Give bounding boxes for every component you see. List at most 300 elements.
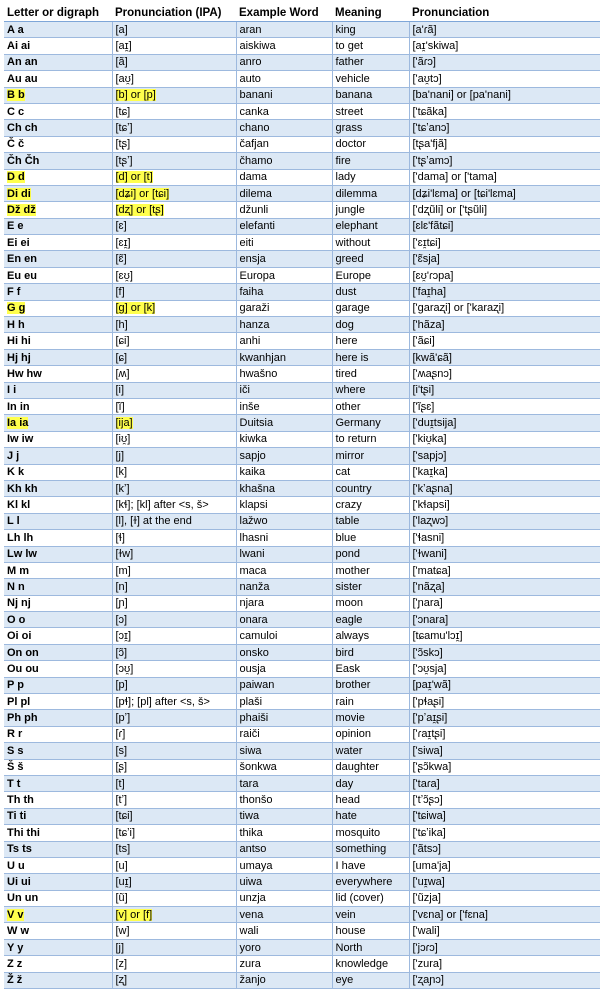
pronunciation-cell — [409, 431, 600, 447]
pronunciation-cell-text: [tʂa'fjã] — [412, 138, 448, 151]
meaning-cell-text: everywhere — [335, 876, 393, 888]
letter-cell-text: Th th — [7, 794, 34, 807]
example-word-cell-text: čafjan — [239, 138, 269, 151]
meaning-cell — [332, 169, 409, 185]
meaning-cell-text: daughter — [335, 761, 379, 774]
pronunciation-cell-text: ['faɪ̯ha] — [412, 285, 447, 298]
pronunciation-cell-text: ['kiʊ̯ka] — [412, 433, 447, 446]
example-word-cell — [236, 808, 332, 824]
pronunciation-cell-text: [paɪ̯'wã] — [412, 679, 451, 692]
example-word-cell-text: lažwo — [239, 515, 268, 528]
meaning-cell-text: table — [335, 515, 360, 528]
pronunciation-cell-text: ['ɔnara] — [412, 613, 449, 626]
example-word-cell-text: tiwa — [239, 810, 260, 823]
example-word-cell — [236, 480, 332, 496]
example-word-cell-text: Duitsia — [239, 417, 274, 430]
example-word-cell-text: thika — [239, 826, 263, 839]
example-word-cell-text: hwašno — [239, 367, 278, 380]
letter-cell — [4, 972, 112, 988]
ipa-cell-text: [ts] — [115, 843, 131, 856]
letter-cell-text: E e — [7, 220, 24, 233]
ipa-cell-text: [ʍ] — [115, 367, 130, 380]
letter-cell-text: Dž dž — [7, 203, 36, 216]
meaning-cell-text: something — [335, 843, 387, 856]
ipa-cell-text: [aʊ̯] — [115, 72, 134, 85]
ipa-cell-text: [tɕʼi] — [115, 826, 136, 839]
table-row — [4, 595, 600, 611]
pronunciation-cell-text: ['ãɾɔ] — [412, 56, 436, 69]
table-row — [4, 907, 600, 923]
ipa-cell-text: [tʼ] — [115, 794, 128, 807]
meaning-cell-text: other — [335, 400, 361, 413]
meaning-cell-text: where — [335, 384, 366, 397]
pronunciation-cell-text: ['ɫwani] — [412, 548, 447, 561]
meaning-cell — [332, 562, 409, 578]
letter-cell-text: B b — [7, 89, 25, 102]
example-word-cell — [236, 218, 332, 234]
table-row — [4, 612, 600, 628]
pronunciation-cell-text: [tɕamu'lɔɪ̯] — [412, 630, 463, 643]
table-body — [4, 22, 600, 989]
example-word-cell — [236, 431, 332, 447]
example-word-cell — [236, 923, 332, 939]
meaning-cell-text: king — [335, 23, 356, 36]
header-meaning: Meaning — [332, 4, 409, 22]
pronunciation-cell — [409, 775, 600, 791]
letter-cell-text: Oi oi — [7, 630, 32, 643]
example-word-cell-text: unzja — [239, 892, 266, 905]
table-row — [4, 497, 600, 513]
meaning-cell-text: opinion — [335, 728, 371, 741]
pronunciation-cell — [409, 694, 600, 710]
letter-cell — [4, 612, 112, 628]
example-word-cell — [236, 562, 332, 578]
meaning-cell — [332, 235, 409, 251]
example-word-cell-text: inše — [239, 400, 260, 413]
letter-cell-text: Iw iw — [7, 433, 34, 446]
letter-cell — [4, 644, 112, 660]
table-row — [4, 546, 600, 562]
ipa-cell-text: [ɛɪ̯] — [115, 236, 131, 249]
letter-cell-text: I i — [7, 384, 17, 397]
pronunciation-cell-text: [ɛʊ̯'ɾɔpa] — [412, 269, 454, 282]
ipa-cell-text: [ũ] — [115, 892, 128, 905]
ipa-cell-text: [ʐ] — [115, 974, 128, 987]
table-row — [4, 644, 600, 660]
letter-cell — [4, 579, 112, 595]
example-word-cell-text: tara — [239, 777, 259, 790]
pronunciation-cell — [409, 857, 600, 873]
table-row — [4, 825, 600, 841]
pronunciation-cell-text: ['matɕa] — [412, 564, 451, 577]
ipa-cell — [112, 349, 236, 365]
letter-cell — [4, 874, 112, 890]
ipa-cell — [112, 300, 236, 316]
ipa-cell — [112, 267, 236, 283]
table-row — [4, 103, 600, 119]
letter-cell-text: Lw lw — [7, 548, 37, 561]
meaning-cell — [332, 251, 409, 267]
letter-cell-text: U u — [7, 859, 25, 872]
table-row — [4, 562, 600, 578]
meaning-cell — [332, 808, 409, 824]
letter-cell-text: M m — [7, 564, 29, 577]
table-row — [4, 87, 600, 103]
meaning-cell-text: head — [335, 794, 360, 807]
example-word-cell-text: kaika — [239, 466, 266, 479]
letter-cell — [4, 415, 112, 431]
example-word-cell — [236, 169, 332, 185]
table-row — [4, 759, 600, 775]
letter-cell — [4, 448, 112, 464]
table-row — [4, 235, 600, 251]
table-row — [4, 251, 600, 267]
ipa-cell-text: [ɬ] — [115, 531, 125, 544]
letter-cell-text: Lh lh — [7, 531, 34, 544]
meaning-cell — [332, 38, 409, 54]
letter-cell-text: Š š — [7, 761, 24, 774]
ipa-cell-text: [s] — [115, 744, 128, 757]
meaning-cell — [332, 612, 409, 628]
meaning-cell — [332, 530, 409, 546]
pronunciation-cell — [409, 792, 600, 808]
meaning-cell-text: eye — [335, 974, 354, 987]
pronunciation-cell — [409, 480, 600, 496]
pronunciation-cell — [409, 579, 600, 595]
meaning-cell — [332, 710, 409, 726]
letter-cell-text: O o — [7, 613, 26, 626]
letter-cell — [4, 743, 112, 759]
meaning-cell — [332, 759, 409, 775]
letter-cell — [4, 956, 112, 972]
meaning-cell — [332, 54, 409, 70]
meaning-cell-text: to get — [335, 40, 364, 53]
meaning-cell-text: day — [335, 777, 354, 790]
pronunciation-cell-text: ['vɛna] or ['fɛna] — [412, 908, 488, 921]
pronunciation-cell — [409, 972, 600, 988]
meaning-cell — [332, 284, 409, 300]
pronunciation-cell — [409, 415, 600, 431]
example-word-cell — [236, 530, 332, 546]
ipa-cell-text: [k] — [115, 466, 128, 479]
meaning-cell-text: eagle — [335, 613, 363, 626]
letter-cell-text: Ch ch — [7, 122, 38, 135]
ipa-cell — [112, 513, 236, 529]
ipa-cell — [112, 103, 236, 119]
meaning-cell-text: sister — [335, 580, 362, 593]
table-row — [4, 857, 600, 873]
example-word-cell-text: umaya — [239, 859, 273, 872]
ipa-cell — [112, 71, 236, 87]
pronunciation-cell — [409, 874, 600, 890]
letter-cell-text: Kh kh — [7, 482, 38, 495]
example-word-cell — [236, 38, 332, 54]
table-row — [4, 218, 600, 234]
ipa-cell-text: [ija] — [115, 417, 133, 430]
letter-cell — [4, 366, 112, 382]
meaning-cell — [332, 874, 409, 890]
letter-cell — [4, 71, 112, 87]
meaning-cell-text: blue — [335, 531, 357, 544]
letter-cell — [4, 284, 112, 300]
meaning-cell — [332, 300, 409, 316]
ipa-cell — [112, 628, 236, 644]
example-word-cell-text: dama — [239, 171, 268, 184]
example-word-cell-text: khašna — [239, 482, 275, 495]
letter-cell — [4, 710, 112, 726]
example-word-cell — [236, 333, 332, 349]
meaning-cell — [332, 185, 409, 201]
pronunciation-cell — [409, 546, 600, 562]
meaning-cell-text: water — [335, 744, 363, 757]
ipa-cell-text: [tʂ] — [115, 138, 131, 151]
meaning-cell — [332, 972, 409, 988]
ipa-cell — [112, 497, 236, 513]
example-word-cell-text: elefanti — [239, 220, 275, 233]
letter-cell — [4, 792, 112, 808]
example-word-cell — [236, 136, 332, 152]
ipa-cell-text: [w] — [115, 925, 130, 938]
meaning-cell-text: jungle — [335, 203, 365, 216]
table-row — [4, 382, 600, 398]
meaning-cell — [332, 628, 409, 644]
letter-cell-text: Hj hj — [7, 351, 31, 364]
letter-cell — [4, 726, 112, 742]
letter-cell-text: Hi hi — [7, 335, 31, 348]
letter-cell — [4, 513, 112, 529]
meaning-cell-text: Eask — [335, 662, 360, 675]
ipa-cell-text: [ɔɪ̯] — [115, 630, 132, 643]
pronunciation-cell — [409, 841, 600, 857]
pronunciation-cell — [409, 448, 600, 464]
table-row — [4, 480, 600, 496]
letter-cell — [4, 464, 112, 480]
ipa-cell — [112, 907, 236, 923]
pronunciation-cell — [409, 825, 600, 841]
ipa-cell — [112, 857, 236, 873]
meaning-cell-text: banana — [335, 89, 373, 102]
meaning-cell — [332, 87, 409, 103]
meaning-cell-text: mosquito — [335, 826, 381, 839]
ipa-cell — [112, 382, 236, 398]
table-row — [4, 366, 600, 382]
letter-cell — [4, 759, 112, 775]
example-word-cell — [236, 841, 332, 857]
ipa-cell-text: [n] — [115, 580, 128, 593]
example-word-cell — [236, 857, 332, 873]
letter-cell-text: Un un — [7, 892, 39, 905]
meaning-cell-text: brother — [335, 679, 371, 692]
letter-cell-text: R r — [7, 728, 23, 741]
ipa-cell — [112, 579, 236, 595]
meaning-cell-text: cat — [335, 466, 351, 479]
meaning-cell-text: mother — [335, 564, 370, 577]
pronunciation-cell-text: ['ʐaɲɔ] — [412, 974, 444, 987]
table-row — [4, 448, 600, 464]
letter-cell-text: Ia ia — [7, 417, 29, 430]
ipa-cell-text: [j] — [115, 449, 125, 462]
letter-cell — [4, 808, 112, 824]
meaning-cell — [332, 956, 409, 972]
pronunciation-cell — [409, 333, 600, 349]
example-word-cell-text: paiwan — [239, 679, 275, 692]
meaning-cell-text: bird — [335, 646, 354, 659]
ipa-cell-text: [ɕ] — [115, 351, 128, 364]
ipa-cell-text: [l], [ɫ] at the end — [115, 515, 192, 528]
table-row — [4, 317, 600, 333]
pronunciation-cell — [409, 120, 600, 136]
example-word-cell-text: aran — [239, 23, 262, 36]
meaning-cell-text: dilemma — [335, 187, 378, 200]
ipa-cell — [112, 612, 236, 628]
pronunciation-cell-text: [dʑi'lɛma] or [tɕi'lɛma] — [412, 187, 516, 200]
meaning-cell — [332, 661, 409, 677]
letter-cell-text: Ui ui — [7, 876, 31, 888]
letter-cell — [4, 169, 112, 185]
example-word-cell — [236, 972, 332, 988]
table-row — [4, 136, 600, 152]
ipa-cell-text: [m] — [115, 564, 131, 577]
pronunciation-cell — [409, 202, 600, 218]
letter-cell-text: V v — [7, 908, 24, 921]
table-row — [4, 513, 600, 529]
pronunciation-cell-text: ['ɾaɪ̯tʂi] — [412, 728, 446, 741]
ipa-cell — [112, 54, 236, 70]
pronunciation-cell — [409, 907, 600, 923]
meaning-cell-text: I have — [335, 859, 366, 872]
pronunciation-cell — [409, 235, 600, 251]
table-row — [4, 792, 600, 808]
ipa-cell-text: [ɔʊ̯] — [115, 662, 134, 675]
letter-cell-text: J j — [7, 449, 20, 462]
pronunciation-cell-text: ['dama] or ['tama] — [412, 171, 497, 184]
ipa-cell — [112, 956, 236, 972]
letter-cell-text: F f — [7, 285, 21, 298]
ipa-cell-text: [h] — [115, 318, 128, 331]
table-row — [4, 267, 600, 283]
pronunciation-cell-text: ['ãtsɔ] — [412, 843, 441, 856]
meaning-cell-text: vein — [335, 908, 356, 921]
pronunciation-cell — [409, 54, 600, 70]
letter-cell — [4, 349, 112, 365]
example-word-cell-text: thonšo — [239, 794, 273, 807]
header-example-word: Example Word — [236, 4, 332, 22]
pronunciation-cell-text: ['dʐũli] or ['tʂũli] — [412, 203, 488, 216]
example-word-cell-text: uiwa — [239, 876, 263, 888]
example-word-cell-text: ousja — [239, 662, 266, 675]
ipa-cell — [112, 120, 236, 136]
ipa-cell — [112, 808, 236, 824]
pronunciation-cell — [409, 644, 600, 660]
header-pronunciation: Pronunciation — [409, 4, 600, 22]
letter-cell-text: Au au — [7, 72, 38, 85]
pronunciation-cell-text: ['pʼaɪ̯ʂi] — [412, 712, 448, 725]
table-row — [4, 284, 600, 300]
letter-cell — [4, 185, 112, 201]
pronunciation-cell-text: ['zura] — [412, 957, 443, 970]
ipa-cell — [112, 677, 236, 693]
pronunciation-cell — [409, 22, 600, 38]
ipa-cell-text: [pɬ]; [pl] after <s, š> — [115, 695, 210, 708]
pronunciation-cell-text: [i'tʂi] — [412, 384, 435, 397]
table-row — [4, 54, 600, 70]
example-word-cell — [236, 448, 332, 464]
ipa-cell — [112, 38, 236, 54]
pronunciation-cell — [409, 153, 600, 169]
ipa-cell — [112, 923, 236, 939]
meaning-cell — [332, 694, 409, 710]
meaning-cell-text: crazy — [335, 499, 362, 512]
letter-cell-text: L l — [7, 515, 20, 528]
meaning-cell-text: mirror — [335, 449, 365, 462]
example-word-cell — [236, 235, 332, 251]
example-word-cell — [236, 628, 332, 644]
pronunciation-cell — [409, 890, 600, 906]
pronunciation-cell-text: [uma'ja] — [412, 859, 451, 872]
pronunciation-cell-text: ['uɪ̯wa] — [412, 876, 445, 888]
meaning-cell — [332, 349, 409, 365]
example-word-cell-text: eiti — [239, 236, 254, 249]
ipa-cell-text: [z] — [115, 957, 128, 970]
pronunciation-cell-text: ['tɕiwa] — [412, 810, 446, 823]
table-row — [4, 726, 600, 742]
ipa-cell — [112, 284, 236, 300]
meaning-cell — [332, 923, 409, 939]
ipa-cell — [112, 972, 236, 988]
pronunciation-cell — [409, 956, 600, 972]
ipa-cell-text: [ĩ] — [115, 400, 125, 413]
pronunciation-cell-text: ['kaɪ̯ka] — [412, 466, 448, 479]
meaning-cell-text: hate — [335, 810, 357, 823]
letter-cell — [4, 661, 112, 677]
meaning-cell-text: grass — [335, 122, 363, 135]
letter-cell — [4, 136, 112, 152]
meaning-cell-text: without — [335, 236, 371, 249]
example-word-cell-text: raiči — [239, 728, 260, 741]
pronunciation-cell — [409, 103, 600, 119]
table-row — [4, 710, 600, 726]
letter-cell — [4, 939, 112, 955]
ipa-cell — [112, 825, 236, 841]
ipa-cell-text: [a] — [115, 23, 128, 36]
pronunciation-cell — [409, 87, 600, 103]
letter-cell — [4, 300, 112, 316]
letter-cell — [4, 54, 112, 70]
pronunciation-cell-text: ['ũzja] — [412, 892, 441, 905]
ipa-cell — [112, 939, 236, 955]
meaning-cell-text: moon — [335, 597, 364, 610]
letter-cell — [4, 907, 112, 923]
letter-cell-text: Y y — [7, 941, 24, 954]
meaning-cell — [332, 71, 409, 87]
pronunciation-cell — [409, 628, 600, 644]
pronunciation-cell-text: ['ãɕi] — [412, 335, 435, 348]
meaning-cell-text: Germany — [335, 417, 381, 430]
meaning-cell-text: tired — [335, 367, 357, 380]
meaning-cell — [332, 890, 409, 906]
letter-cell-text: An an — [7, 56, 38, 69]
example-word-cell-text: siwa — [239, 744, 262, 757]
example-word-cell-text: dilema — [239, 187, 272, 200]
example-word-cell — [236, 661, 332, 677]
pronunciation-cell — [409, 317, 600, 333]
meaning-cell-text: lid (cover) — [335, 892, 384, 905]
header-ipa: Pronunciation (IPA) — [112, 4, 236, 22]
pronunciation-cell-text: ['sapjɔ] — [412, 449, 447, 462]
letter-cell — [4, 890, 112, 906]
table-row — [4, 333, 600, 349]
pronunciation-cell — [409, 562, 600, 578]
